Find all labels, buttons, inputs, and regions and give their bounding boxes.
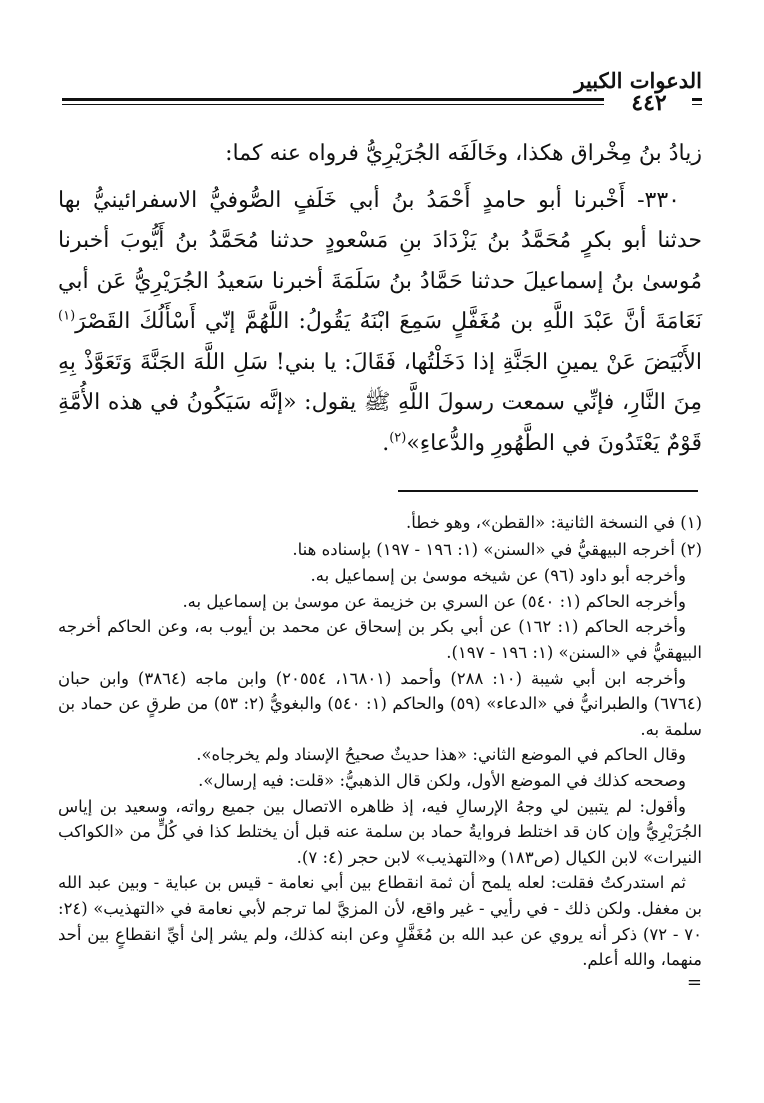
footnote-1: (١) في النسخة الثانية: «القطن»، وهو خطأ. xyxy=(405,513,702,532)
footnote-2: (٢) أخرجه البيهقيُّ في «السنن» (١: ١٩٦ - ١٩٧) بإسناده هنا. xyxy=(292,539,702,559)
main-text xyxy=(58,134,702,464)
note-hakim-said: وقال الحاكم في الموضع الثاني: «هذا حديثٌ صحيحُ الإسناد ولم يخرجاه». xyxy=(196,745,686,765)
hadith-330 xyxy=(58,181,702,465)
note-abudawud: وأخرجه أبو داود (٩٦) عن شيخه موسىٰ بن إسماعيل به. xyxy=(310,566,686,586)
footnote-ref-2: (٢) xyxy=(389,430,407,446)
intro-line: زيادُ بنُ مِخْراق هكذا، وخَالَفَه الجُرَيْرِيُّ فرواه عنه كما: xyxy=(225,141,702,166)
header-rule-thick xyxy=(62,98,604,101)
note-hakim-2: وأخرجه الحاكم (١: ١٦٢) عن أبي بكر بن إسحاق عن محمد بن أيوب به، وعن الحاكم أخرجه البيهقيُّ في «السنن» (١: ١٩٦ - ١٩٧). xyxy=(58,617,702,662)
hadith-end-mark: . xyxy=(382,430,390,456)
page-number: ٤٤٢ xyxy=(631,90,667,116)
note-hakim-1: وأخرجه الحاكم (١: ٥٤٠) عن السري بن خزيمة عن موسىٰ بن إسماعيل به. xyxy=(182,591,686,611)
header-rule-thin xyxy=(62,104,604,105)
footnote-separator xyxy=(398,490,698,492)
note-istadrak: ثم استدركتُ فقلت: لعله يلمح أن ثمة انقطاع بين أبي نعامة - قيس بن عباية - وبين عبد الله بن مغفل. ولكن ذلك - في رأيي - غير واقع، لأن المزيَّ لما ترجم لأبي نعامة في «التهذيب» (٢٤: ٧٠ - ٧٢) ذكر أنه يروي عن عبد الله بن مُغَفَّلٍ وعن ابنه كذلك، ولم يشر إلىٰ أيِّ انقطاعٍ بين أحد منهما، والله أعلم. xyxy=(58,873,702,970)
footnotes xyxy=(58,510,702,993)
end-mark: = xyxy=(686,971,702,993)
header-rule-right-thick xyxy=(692,98,702,101)
footnote-ref-1: (١) xyxy=(58,308,76,324)
note-aqul: وأقول: لم يتبين لي وجهُ الإرسالِ فيه، إذ ظاهره الاتصال بين جميع رواته، وسعيد بن إياس الجُرَيْرِيُّ وإن كان قد اختلط فروايةُ حماد بن سلمة عنه قبل أن يختلط كذا في كُلٍّ من «الكواكب النيرات» لابن الكيال (ص١٨٣) و«التهذيب» لابن حجر (٤: ٧). xyxy=(58,796,702,867)
note-dhahabi: وصححه كذلك في الموضع الأول، ولكن قال الذهبيُّ: «قلت: فيه إرسال». xyxy=(198,770,686,790)
hadith-text-part2: الأَبْيَضَ عَنْ يمينِ الجَنَّةِ إذا دَخَلْتُها، فَقَالَ: يا بني! سَلِ اللَّهَ الجَنَّةَ وَتَعَوَّذْ بِهِ مِنَ النَّارِ، فإنِّي سمعت رسولَ اللَّهِ ﷺ يقول: «إنَّه سَيَكُونُ في هذه الأُمَّةِ قَوْمٌ يَعْتَدُونَ في الطَّهُورِ والدُّعاءِ» xyxy=(58,349,702,456)
header-rule-right-thin xyxy=(692,104,702,105)
note-ibn-abi-shayba: وأخرجه ابن أبي شيبة (١٠: ٢٨٨) وأحمد (١٦٨٠١، ٢٠٥٥٤) وابن ماجه (٣٨٦٤) وابن حبان (٦٧٦٤) والطبرانيُّ في «الدعاء» (٥٩) والحاكم (١: ٥٤٠) والبغويُّ (٢: ٥٣) من طرقٍ عن حماد بن سلمة به. xyxy=(58,668,702,739)
running-title: الدعوات الكبير xyxy=(574,68,702,93)
hadith-text-part1: ٣٣٠- أَخْبرنا أبو حامدٍ أَحْمَدُ بنُ أبي خَلَفٍ الصُّوفيُّ الاسفرائينيُّ بها حدثنا أبو بكرٍ مُحَمَّدُ بنُ يَزْدَادَ بنِ مَسْعودٍ حدثنا مُحَمَّدُ بنُ أَيُّوبَ أخبرنا مُوسىٰ بنُ إسماعيلَ حدثنا حَمَّادُ بنُ سَلَمَةَ أخبرنا سَعيدُ الجُرَيْرِيُّ عَن أبي نَعَامَةَ أنَّ عَبْدَ اللَّهِ بن مُغَفَّلٍ سَمِعَ ابْنَهُ يَقُولُ: اللَّهُمَّ إنّي أَسْأَلُكَ القَصْرَ xyxy=(58,187,702,334)
